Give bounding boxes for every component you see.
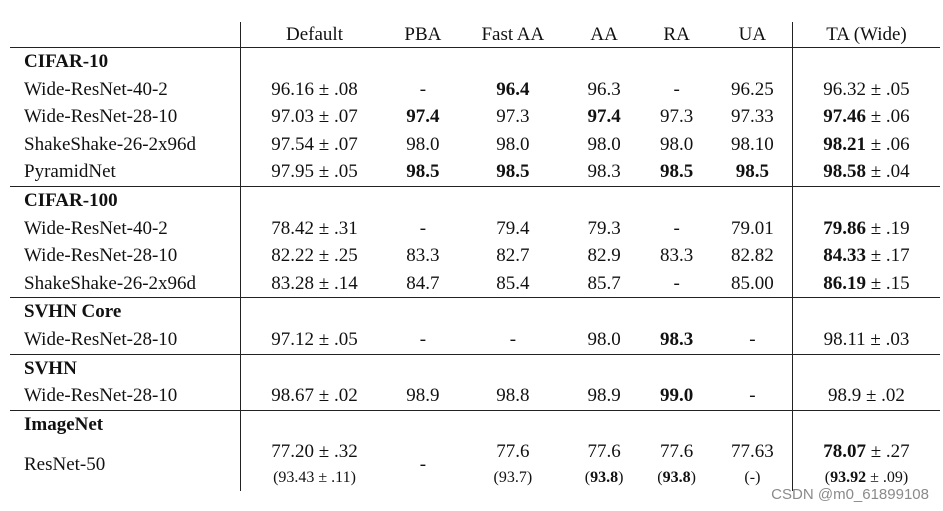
empty-cell [713,410,793,438]
header-cell: Fast AA [458,22,568,48]
table-cell [568,215,640,243]
table-cell [640,242,712,270]
empty-cell [388,48,458,76]
table-row [10,382,940,410]
cell-value: 83.3 [659,245,694,267]
cell-value: 97.12 ± .05 [271,328,358,350]
cell-value: 96.25 [731,78,774,100]
cell-value: 82.22 ± .25 [271,245,358,267]
empty-cell [640,298,712,326]
header-cell: TA (Wide) [792,22,940,48]
cell-value: 98.10 [731,133,774,155]
empty-cell [241,48,388,76]
header-cell: UA [713,22,793,48]
group-title: SVHN [10,354,241,382]
model-name: ResNet-50 [24,454,106,476]
empty-cell [792,410,940,438]
empty-cell [458,298,568,326]
table-cell [568,465,640,491]
cell-value: 96.32 ± .05 [823,78,910,100]
header-cell [10,22,241,48]
table-cell [458,382,568,410]
table-cell [458,76,568,104]
table-cell [388,76,458,104]
model-name: ShakeShake-26-2x96d [24,272,197,294]
table-cell [388,270,458,298]
table-cell [568,131,640,159]
header-row [10,22,940,48]
cell-prefix: ( [824,469,831,487]
cell-value: 98.21 [823,133,866,155]
table-cell [241,76,388,104]
cell-value: 98.67 ± .02 [271,385,358,407]
cell-value: 97.3 [496,106,530,128]
table-cell [241,131,388,159]
table-cell [241,158,388,186]
model-name: Wide-ResNet-40-2 [24,78,168,100]
empty-cell [458,410,568,438]
table-cell: - [419,454,427,476]
table-cell [458,215,568,243]
cell-value: 79.86 [823,217,866,239]
table-row [10,158,940,186]
group-title: ImageNet [10,410,241,438]
empty-cell [713,48,793,76]
cell-value: 98.8 [496,385,530,407]
cell-suffix: ± .04 [866,161,910,183]
table-cell [388,158,458,186]
cell-value: 79.4 [496,217,530,239]
cell-value: 78.42 ± .31 [271,217,358,239]
empty-cell [568,48,640,76]
cell-suffix: ± .27 [866,441,910,463]
cell-value: 98.0 [496,133,530,155]
cell-suffix: ± .06 [866,133,910,155]
empty-cell [640,48,712,76]
cell-prefix: ( [657,469,663,487]
cell-value: 97.03 ± .07 [271,106,358,128]
table-cell [568,382,640,410]
cell-suffix: ± .09) [866,469,909,487]
cell-suffix: ) [690,469,696,487]
table-cell [713,158,793,186]
table-cell [458,103,568,131]
table-cell [568,270,640,298]
table-cell [568,438,640,465]
table-cell [640,465,712,491]
cell-value: 98.5 [406,161,440,183]
table-cell [388,326,458,354]
cell-value: (-) [744,469,761,487]
model-name: Wide-ResNet-28-10 [24,385,178,407]
table-cell [241,215,388,243]
cell-value: 96.16 ± .08 [271,78,358,100]
model-name: Wide-ResNet-28-10 [24,328,178,350]
empty-cell [640,186,712,214]
empty-cell [640,410,712,438]
table-cell [241,242,388,270]
group-row [10,186,940,214]
table-cell [713,270,793,298]
table-cell [792,103,940,131]
table-cell [458,465,568,491]
table-cell [241,326,388,354]
cell-value: 84.7 [406,272,440,294]
table-body [10,48,940,492]
group-row [10,410,940,438]
cell-value: 82.7 [496,245,530,267]
empty-cell [792,186,940,214]
cell-value: 77.6 [587,441,621,463]
table-cell [640,131,712,159]
table-cell [640,158,712,186]
table-cell [241,270,388,298]
group-row [10,298,940,326]
table-cell [713,242,793,270]
cell-value: 98.9 [406,385,440,407]
cell-value: 93.8 [590,469,619,487]
cell-value: 97.46 [823,106,866,128]
group-row [10,354,940,382]
table-row [10,215,940,243]
table-cell [388,242,458,270]
empty-cell [713,186,793,214]
table-row [10,326,940,354]
table-cell [568,326,640,354]
empty-cell [568,298,640,326]
cell-value: 97.3 [659,106,694,128]
cell-value: 98.11 ± .03 [823,328,910,350]
table-cell [792,326,940,354]
table-cell [640,76,712,104]
table-cell [568,242,640,270]
table-row [10,242,940,270]
group-row [10,48,940,76]
cell-value: 79.01 [731,217,774,239]
cell-value: 97.33 [731,106,774,128]
table-cell [458,158,568,186]
empty-cell [792,354,940,382]
empty-cell [241,186,388,214]
results-table [10,22,940,491]
empty-cell [388,298,458,326]
empty-cell [792,298,940,326]
cell-value: 77.6 [659,441,694,463]
cell-value: - [419,217,427,239]
cell-suffix: ± .06 [866,106,910,128]
table-cell [458,326,568,354]
cell-value: 78.07 [823,441,866,463]
cell-value: 77.6 [496,441,530,463]
cell-value: 84.33 [823,245,866,267]
table-cell [458,270,568,298]
model-name: Wide-ResNet-40-2 [24,217,168,239]
cell-value: 85.4 [496,272,530,294]
watermark: CSDN @m0_61899108 [771,486,929,503]
table-cell [388,131,458,159]
cell-value: - [673,272,680,294]
model-name: PyramidNet [24,161,116,183]
cell-value: 83.3 [406,245,440,267]
cell-value: - [419,78,427,100]
table-cell [388,103,458,131]
cell-suffix: ± .15 [866,272,910,294]
cell-value: 97.95 ± .05 [271,161,358,183]
cell-suffix: ) [618,469,624,487]
group-title: CIFAR-100 [10,186,241,214]
empty-cell [458,354,568,382]
table-row [10,103,940,131]
table-cell [568,103,640,131]
cell-value: 98.3 [587,161,621,183]
model-name: Wide-ResNet-28-10 [24,245,178,267]
table-cell [792,438,940,465]
empty-cell [458,186,568,214]
table-row [10,270,940,298]
table-cell [241,382,388,410]
empty-cell [792,48,940,76]
cell-value: 85.7 [587,272,621,294]
table-cell [792,158,940,186]
empty-cell [241,298,388,326]
cell-value: 98.58 [823,161,866,183]
table-cell [640,438,712,465]
table-row [10,131,940,159]
model-name: Wide-ResNet-28-10 [24,106,178,128]
cell-suffix: ± .19 [866,217,910,239]
cell-value: 97.4 [406,106,440,128]
table-cell [640,270,712,298]
cell-value: 77.20 ± .32 [271,441,358,463]
cell-value: 97.54 ± .07 [271,133,358,155]
cell-value: 99.0 [659,385,694,407]
empty-cell [388,354,458,382]
cell-value: - [419,328,427,350]
table-cell [713,438,793,465]
cell-value: 83.28 ± .14 [271,272,358,294]
cell-value: 96.4 [496,78,530,100]
table-cell [640,215,712,243]
cell-value: (93.43 ± .11) [273,469,356,487]
cell-value: 82.9 [587,245,621,267]
header-cell: AA [568,22,640,48]
table-row [10,76,940,104]
table-cell [640,326,712,354]
cell-value: - [749,328,756,350]
table-cell [458,438,568,465]
empty-cell [241,410,388,438]
cell-value: - [673,217,680,239]
cell-value: 98.0 [406,133,440,155]
table-cell [792,382,940,410]
table-cell [241,103,388,131]
table-cell [713,326,793,354]
table-cell [640,103,712,131]
table-cell [713,103,793,131]
cell-value: 93.92 [830,469,867,487]
table-cell [568,158,640,186]
empty-cell [568,354,640,382]
cell-value: 98.9 [587,385,621,407]
cell-suffix: ± .17 [866,245,910,267]
empty-cell [388,186,458,214]
table-cell [792,270,940,298]
model-name: ShakeShake-26-2x96d [24,133,197,155]
table-row [10,438,940,465]
table-cell [458,242,568,270]
cell-prefix: ( [584,469,591,487]
table-cell [792,131,940,159]
table-cell [388,215,458,243]
empty-cell [713,298,793,326]
empty-cell [568,410,640,438]
table-cell [792,242,940,270]
table-cell [792,76,940,104]
table-cell [241,438,388,465]
cell-value: 85.00 [731,272,774,294]
cell-value: - [673,78,680,100]
table-cell [792,215,940,243]
cell-value: 98.5 [496,161,530,183]
header-cell: Default [241,22,388,48]
cell-value: 98.0 [659,133,694,155]
cell-value: 98.5 [735,161,770,183]
empty-cell [640,354,712,382]
cell-value: (93.7) [493,469,533,487]
empty-cell [713,354,793,382]
empty-cell [458,48,568,76]
empty-cell [388,410,458,438]
cell-value: 98.3 [659,328,694,350]
cell-value: 93.8 [662,469,691,487]
cell-value: 98.9 ± .02 [828,385,905,407]
table-cell [568,76,640,104]
cell-value: 86.19 [823,272,866,294]
table-cell [388,382,458,410]
table-cell [458,131,568,159]
cell-value: 98.5 [659,161,694,183]
table-cell [713,215,793,243]
empty-cell [241,354,388,382]
cell-value: 98.0 [587,328,621,350]
table-cell [713,382,793,410]
header-cell: RA [640,22,712,48]
cell-value: 96.3 [587,78,621,100]
table-cell [640,382,712,410]
cell-value: 82.82 [731,245,774,267]
cell-value: 77.63 [731,441,774,463]
cell-value: - [749,385,756,407]
cell-value: 97.4 [587,106,621,128]
empty-cell [568,186,640,214]
table-cell [713,131,793,159]
table-cell [241,465,388,491]
group-title: CIFAR-10 [24,51,109,72]
cell-value: 79.3 [587,217,621,239]
group-title: SVHN Core [10,298,241,326]
cell-value: - [509,328,517,350]
table-cell [713,76,793,104]
cell-value: 98.0 [587,133,621,155]
header-cell: PBA [388,22,458,48]
